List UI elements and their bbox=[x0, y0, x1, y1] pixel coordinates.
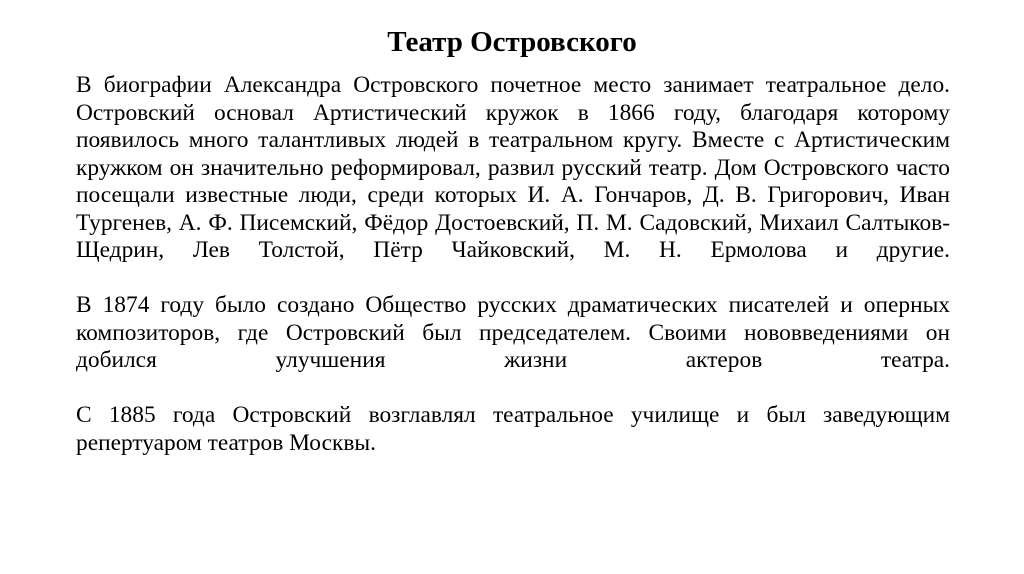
paragraph-spacer bbox=[76, 375, 950, 403]
paragraph-biography: В биографии Александра Островского почетное место занимает театральное дело. Островский основал Артистический кружок в 1866 году, благодаря которому появилось много талантливых людей в театральном кругу. Вместе с Артистическим кружком он значительно реформировал, развил русский театр. Дом Островского часто посещали известные люди, среди которых И. А. Гончаров, Д. В. Григорович, Иван Тургенев, А. Ф. Писемский, Фёдор Достоевский, П. М. Садовский, Михаил Салтыков-Щедрин, Лев Толстой, Пётр Чайковский, М. Н. Ермолова и другие. bbox=[76, 72, 950, 263]
paragraph-society: В 1874 году было создано Общество русских драматических писателей и оперных композиторов, где Островский был председателем. Своими нововведениями он добился улучшения жизни актеров театра. bbox=[76, 292, 950, 373]
slide-title: Театр Островского bbox=[387, 26, 637, 58]
paragraph-school: С 1885 года Островский возглавлял театральное училище и был заведующим репертуаром театров Москвы. bbox=[76, 402, 950, 456]
paragraph-spacer bbox=[76, 265, 950, 293]
slide-body bbox=[76, 72, 950, 457]
